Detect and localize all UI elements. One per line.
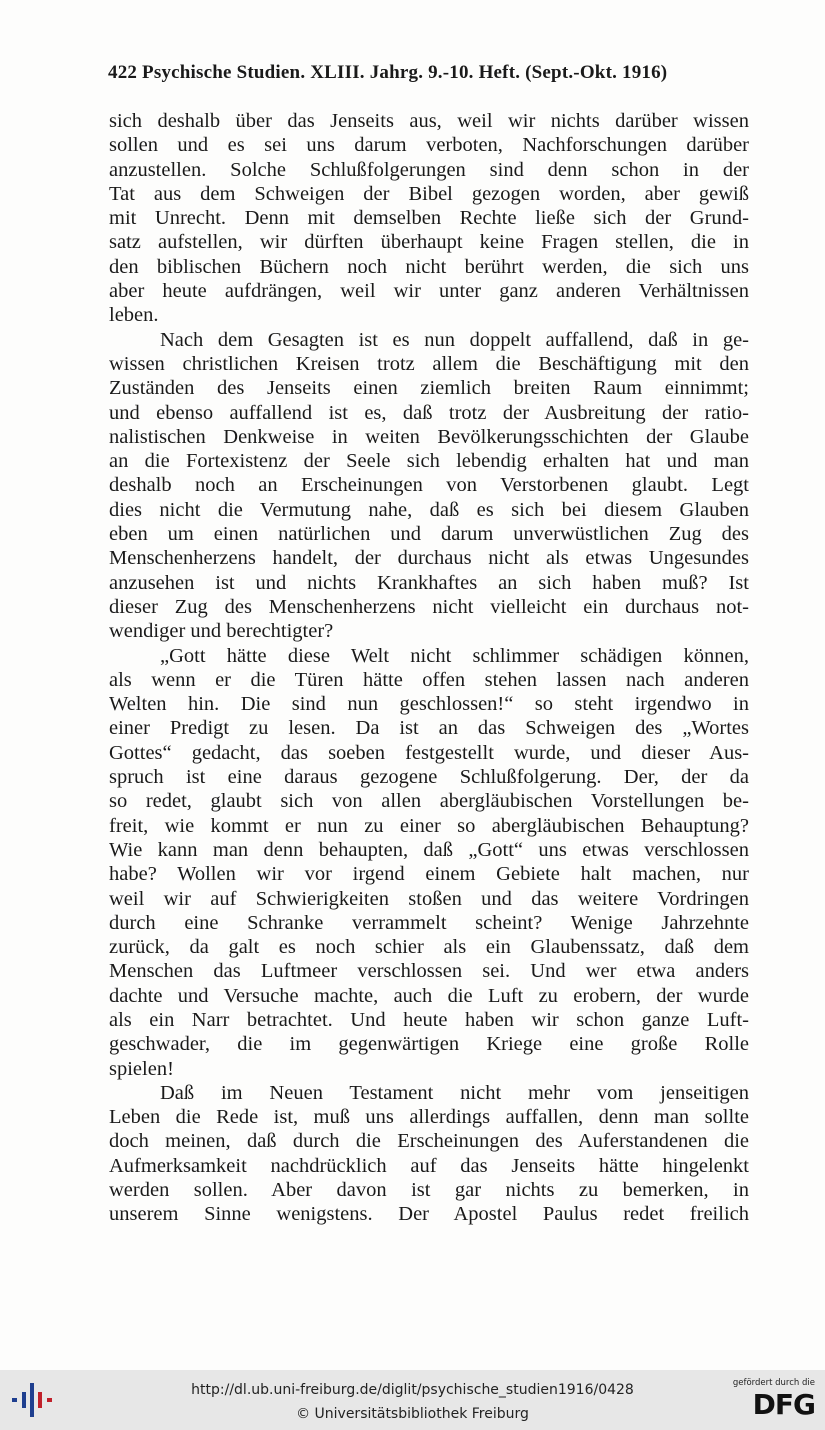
text-line: Menschen das Luftmeer verschlossen sei. Und wer etwa anders: [109, 960, 749, 983]
text-line: Tat aus dem Schweigen der Bibel gezogen worden, aber gewiß: [109, 182, 749, 205]
text-line: mit Unrecht. Denn mit demselben Rechte ließe sich der Grund-: [109, 207, 749, 230]
text-line: Zuständen des Jenseits einen ziemlich breiten Raum einnimmt;: [109, 377, 749, 400]
text-line: anzusehen ist und nichts Krankhaftes an sich haben muß? Ist: [109, 571, 749, 594]
footer-bar: [0, 1370, 825, 1430]
text-line: leben.: [109, 304, 159, 327]
text-line: wissen christlichen Kreisen trotz allem die Beschäftigung mit den: [109, 352, 749, 375]
text-line: als wenn er die Türen hätte offen stehen lassen nach anderen: [109, 668, 749, 691]
text-line: Wie kann man denn behaupten, daß „Gott“ uns etwas verschlossen: [109, 838, 749, 861]
text-line: an die Fortexistenz der Seele sich lebendig erhalten hat und man: [109, 450, 749, 473]
text-line: habe? Wollen wir vor irgend einem Gebiete halt machen, nur: [109, 863, 749, 886]
text-line: spielen!: [109, 1057, 174, 1080]
footer-copyright: © Universitätsbibliothek Freiburg: [296, 1406, 529, 1422]
dfg-logo: [725, 1378, 815, 1426]
text-line: doch meinen, daß durch die Erscheinungen des Auferstandenen die: [109, 1130, 749, 1153]
text-line: anzustellen. Solche Schlußfolgerungen sind denn schon in der: [109, 158, 749, 181]
text-line: unserem Sinne wenigstens. Der Apostel Paulus redet freilich: [109, 1203, 749, 1226]
text-line: dies nicht die Vermutung nahe, daß es sich bei diesem Glauben: [109, 498, 749, 521]
text-line: Nach dem Gesagten ist es nun doppelt auffallend, daß in ge-: [160, 328, 749, 351]
text-line: Welten hin. Die sind nun geschlossen!“ so steht irgendwo in: [109, 693, 749, 716]
dfg-logo-text: DFG: [752, 1388, 815, 1421]
text-line: und ebenso auffallend ist es, daß trotz der Ausbreitung der ratio-: [109, 401, 749, 424]
running-head: 422 Psychische Studien. XLIII. Jahrg. 9.-10. Heft. (Sept.-Okt. 1916): [108, 62, 668, 83]
text-line: dachte und Versuche machte, auch die Luft zu erobern, der wurde: [109, 984, 749, 1007]
text-line: Gottes“ gedacht, das soeben festgestellt wurde, und dieser Aus-: [109, 741, 749, 764]
text-line: Menschenherzens handelt, der durchaus nicht als etwas Ungesundes: [109, 547, 749, 570]
text-line: werden sollen. Aber davon ist gar nichts zu bemerken, in: [109, 1179, 749, 1202]
text-line: eben um einen natürlichen und darum unverwüstlichen Zug des: [109, 523, 749, 546]
text-line: sollen und es sei uns darum verboten, Nachforschungen darüber: [109, 134, 749, 157]
text-line: „Gott hätte diese Welt nicht schlimmer schädigen können,: [160, 644, 749, 667]
footer-url[interactable]: http://dl.ub.uni-freiburg.de/diglit/psychische_studien1916/0428: [191, 1382, 634, 1398]
text-line: zurück, da galt es noch schier als ein Glaubenssatz, daß dem: [109, 936, 749, 959]
text-line: wendiger und berechtigter?: [109, 620, 334, 643]
funding-note: gefördert durch die: [732, 1378, 815, 1388]
text-line: so redet, glaubt sich von allen abergläubischen Vorstellungen be-: [109, 790, 749, 813]
text-line: Leben die Rede ist, muß uns allerdings auffallen, denn man sollte: [109, 1106, 749, 1129]
text-line: nalistischen Denkweise in weiten Bevölkerungsschichten der Glaube: [109, 425, 749, 448]
text-line: Daß im Neuen Testament nicht mehr vom jenseitigen: [160, 1081, 749, 1104]
text-line: deshalb noch an Erscheinungen von Verstorbenen glaubt. Legt: [109, 474, 749, 497]
text-line: sich deshalb über das Jenseits aus, weil wir nichts darüber wissen: [109, 110, 749, 132]
text-line: geschwader, die im gegenwärtigen Kriege eine große Rolle: [109, 1033, 749, 1056]
text-line: Aufmerksamkeit nachdrücklich auf das Jenseits hätte hingelenkt: [109, 1154, 749, 1177]
text-line: aber heute aufdrängen, weil wir unter ganz anderen Verhältnissen: [109, 280, 749, 303]
text-line: satz aufstellen, wir dürften überhaupt keine Fragen stellen, die in: [109, 231, 749, 254]
text-line: durch eine Schranke verrammelt scheint? Wenige Jahrzehnte: [109, 911, 749, 934]
text-line: freit, wie kommt er nun zu einer so abergläubischen Behauptung?: [109, 814, 749, 837]
body-text: [109, 109, 749, 1227]
text-line: spruch ist eine daraus gezogene Schlußfolgerung. Der, der da: [109, 766, 749, 789]
text-line: als ein Narr betrachtet. Und heute haben wir schon ganze Luft-: [109, 1008, 749, 1031]
text-line: den biblischen Büchern noch nicht berührt werden, die sich uns: [109, 255, 749, 278]
text-line: weil wir auf Schwierigkeiten stoßen und das weitere Vordringen: [109, 887, 749, 910]
text-line: einer Predigt zu lesen. Da ist an das Schweigen des „Wortes: [109, 717, 749, 740]
text-line: dieser Zug des Menschenherzens nicht vielleicht ein durchaus not-: [109, 595, 749, 618]
